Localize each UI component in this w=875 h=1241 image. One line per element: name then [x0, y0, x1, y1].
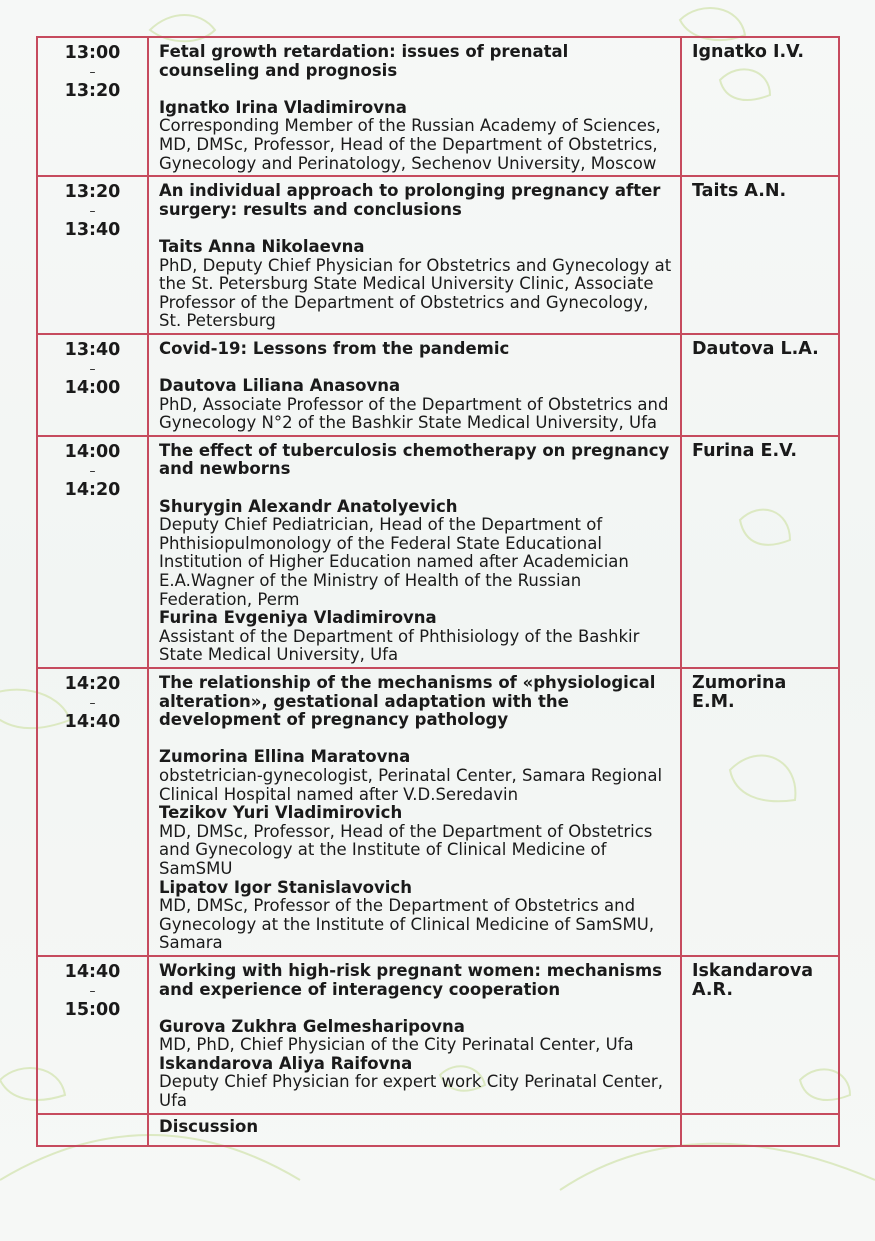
speaker-short-name: Iskandarova A.R.	[692, 960, 814, 1000]
discussion-cell	[148, 1114, 681, 1146]
discussion-row	[37, 1114, 839, 1146]
discussion-label: Discussion	[159, 1116, 259, 1136]
talk-title: An individual approach to prolonging pregnancy after surgery: results and conclusions	[159, 181, 661, 219]
speaker-short-name: Zumorina E.M.	[692, 673, 787, 712]
schedule-row	[37, 956, 839, 1114]
presenter-affiliation: MD, PhD, Chief Physician of the City Perinatal Center, Ufa	[159, 1035, 634, 1055]
presenter-name: Ignatko Irina Vladimirovna	[159, 97, 407, 117]
talk-title: The relationship of the mechanisms of «physiological alteration», gestational adaptation with the development of pregnancy pathology	[159, 673, 656, 730]
time-cell-empty	[37, 1114, 148, 1146]
time-dash: –	[89, 65, 96, 79]
start-time: 14:20	[64, 674, 121, 694]
time-dash: –	[89, 204, 96, 219]
speaker-cell	[681, 436, 839, 668]
speaker-cell	[681, 37, 839, 176]
talk-title: Covid-19: Lessons from the pandemic	[159, 338, 510, 358]
presenter	[159, 498, 672, 610]
end-time: 13:40	[64, 220, 121, 241]
presenter-name: Tezikov Yuri Vladimirovich	[159, 803, 403, 823]
presenter-affiliation: PhD, Deputy Chief Physician for Obstetrics and Gynecology at the St. Petersburg State Medical University Clinic, Associate Professor of the Department of Obstetrics and Gynecology, St. Petersburg	[159, 255, 672, 331]
time-dash: –	[89, 463, 96, 478]
start-time: 13:00	[64, 43, 121, 63]
presenter-name: Zumorina Ellina Maratovna	[159, 747, 411, 767]
topic-cell	[148, 176, 681, 334]
presenter-affiliation: Deputy Chief Physician for expert work City Perinatal Center, Ufa	[159, 1072, 663, 1111]
topic-cell	[148, 956, 681, 1114]
presenter-name: Dautova Liliana Anasovna	[159, 376, 401, 396]
time-cell	[37, 668, 148, 956]
schedule-row	[37, 334, 839, 436]
presenter-affiliation: MD, DMSc, Professor, Head of the Department of Obstetrics and Gynecology at the Institute of Clinical Medicine of SamSMU	[159, 821, 653, 878]
speaker-short-name: Ignatko I.V.	[692, 42, 805, 62]
presenter-name: Gurova Zukhra Gelmesharipovna	[159, 1016, 465, 1036]
speaker-short-name: Furina E.V.	[692, 440, 798, 461]
presenter-name: Lipatov Igor Stanislavovich	[159, 877, 412, 897]
presenter	[159, 377, 672, 433]
topic-cell	[148, 334, 681, 436]
presenter-name: Taits Anna Nikolaevna	[159, 236, 365, 256]
presenter	[159, 804, 672, 878]
topic-cell	[148, 436, 681, 668]
presenter-affiliation: MD, DMSc, Professor of the Department of Obstetrics and Gynecology at the Institute of Clinical Medicine of SamSMU, Samara	[159, 896, 655, 953]
speaker-short-name: Dautova L.A.	[692, 338, 819, 359]
time-cell	[37, 436, 148, 668]
start-time: 14:40	[64, 961, 121, 982]
speaker-cell	[681, 176, 839, 334]
schedule-row	[37, 436, 839, 668]
speaker-cell	[681, 668, 839, 956]
time-dash: –	[89, 361, 96, 376]
talk-title: Fetal growth retardation: issues of prenatal counseling and prognosis	[159, 42, 569, 80]
time-cell	[37, 334, 148, 436]
schedule-table	[36, 36, 840, 1147]
talk-title: Working with high-risk pregnant women: mechanisms and experience of interagency cooperation	[159, 960, 662, 999]
presenter-name: Iskandarova Aliya Raifovna	[159, 1053, 413, 1073]
speaker-cell-empty	[681, 1114, 839, 1146]
presenter-affiliation: obstetrician-gynecologist, Perinatal Center, Samara Regional Clinical Hospital named after V.D.Seredavin	[159, 765, 663, 804]
end-time: 14:20	[64, 479, 121, 500]
speaker-cell	[681, 956, 839, 1114]
topic-cell	[148, 668, 681, 956]
start-time: 13:20	[64, 182, 121, 203]
presenter-affiliation: Deputy Chief Pediatrician, Head of the Department of Phthisiopulmonology of the Federal State Educational Institution of Higher Education named after Academician E.A.Wagner of the Ministry of Health of the Russian Federation, Perm	[159, 515, 629, 609]
presenter	[159, 609, 672, 665]
start-time: 13:40	[64, 339, 121, 360]
end-time: 13:20	[64, 81, 121, 101]
schedule-row	[37, 668, 839, 956]
end-time: 15:00	[64, 999, 121, 1020]
presenter	[159, 238, 672, 331]
end-time: 14:40	[64, 712, 121, 732]
presenter	[159, 1018, 672, 1055]
time-cell	[37, 176, 148, 334]
talk-title: The effect of tuberculosis chemotherapy on pregnancy and newborns	[159, 440, 670, 479]
speaker-cell	[681, 334, 839, 436]
presenter	[159, 748, 672, 804]
topic-cell	[148, 37, 681, 176]
time-dash: –	[89, 696, 96, 710]
time-dash: –	[89, 983, 96, 998]
time-cell	[37, 37, 148, 176]
presenter-affiliation: PhD, Associate Professor of the Department of Obstetrics and Gynecology N°2 of the Bashkir State Medical University, Ufa	[159, 394, 669, 433]
presenter-name: Shurygin Alexandr Anatolyevich	[159, 496, 458, 516]
speaker-short-name: Taits A.N.	[692, 181, 787, 202]
presenter	[159, 99, 672, 173]
start-time: 14:00	[64, 441, 121, 462]
time-cell	[37, 956, 148, 1114]
end-time: 14:00	[64, 377, 121, 398]
presenter-name: Furina Evgeniya Vladimirovna	[159, 608, 437, 628]
presenter	[159, 1055, 672, 1111]
presenter-affiliation: Assistant of the Department of Phthisiology of the Bashkir State Medical University, Ufa	[159, 626, 640, 665]
presenter-affiliation: Corresponding Member of the Russian Academy of Sciences, MD, DMSc, Professor, Head of the Department of Obstetrics, Gynecology and Perinatology, Sechenov University, Moscow	[159, 116, 661, 173]
presenter	[159, 879, 672, 953]
schedule-row	[37, 176, 839, 334]
schedule-row	[37, 37, 839, 176]
